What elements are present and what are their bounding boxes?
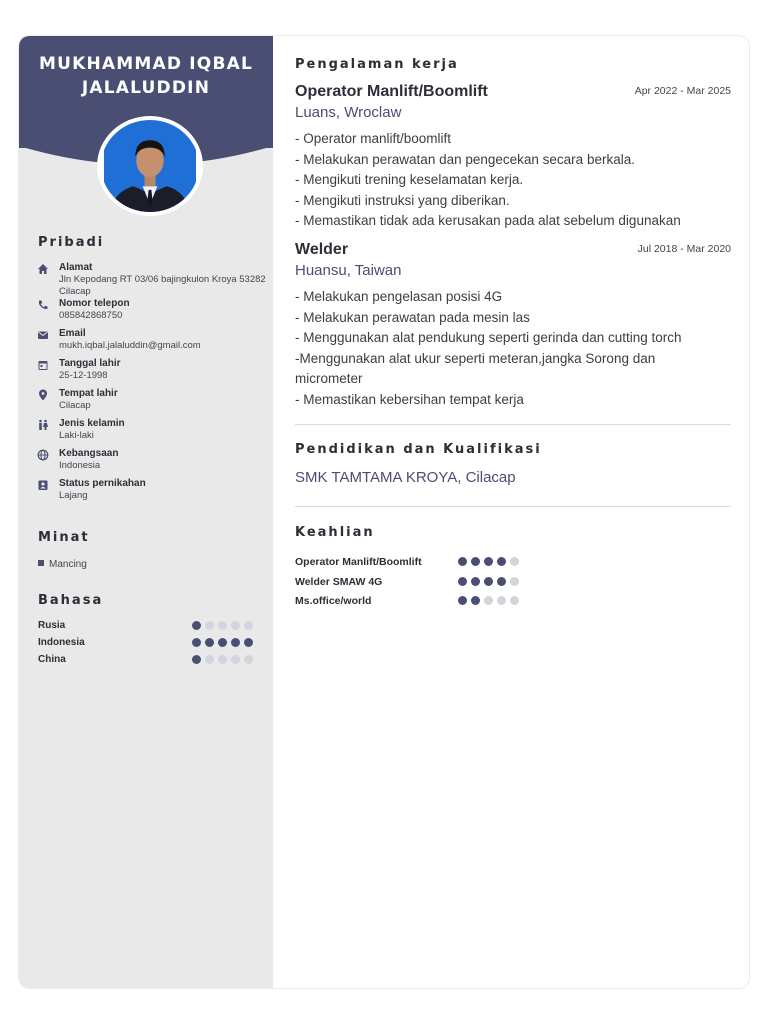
- interest-item: [38, 559, 87, 570]
- personal-info-value: Cilacap: [59, 400, 91, 411]
- language-name: Rusia: [38, 620, 66, 631]
- rating-dot-icon: [244, 655, 253, 664]
- rating-dot-icon: [484, 557, 493, 566]
- rating-dot-icon: [192, 638, 201, 647]
- candidate-name-line-2: JALALUDDIN: [81, 78, 211, 98]
- job-duty-line: - Operator manlift/boomlift: [295, 131, 452, 146]
- rating-dot-icon: [458, 557, 467, 566]
- rating-dot-icon: [218, 621, 227, 630]
- rating-dot-icon: [458, 577, 467, 586]
- education-section-title: Pendidikan dan Kualifikasi: [295, 442, 542, 457]
- rating-dot-icon: [218, 638, 227, 647]
- skill-row: [295, 575, 525, 595]
- rating-dot-icon: [205, 621, 214, 630]
- section-divider: [295, 424, 731, 425]
- rating-dot-icon: [231, 638, 240, 647]
- language-row: [38, 636, 253, 653]
- rating-dot-icon: [497, 596, 506, 605]
- languages-list: [38, 619, 253, 670]
- rating-dot-icon: [497, 577, 506, 586]
- candidate-name: [19, 52, 273, 100]
- rating-dot-icon: [484, 577, 493, 586]
- rating-dots: [458, 557, 519, 566]
- personal-info-label: Tanggal lahir: [59, 358, 121, 369]
- rating-dot-icon: [244, 621, 253, 630]
- rating-dots: [192, 621, 253, 630]
- skills-section-title: Keahlian: [295, 525, 375, 540]
- bullet-square-icon: [38, 560, 44, 566]
- rating-dot-icon: [497, 557, 506, 566]
- job-duty-line: - Melakukan pengelasan posisi 4G: [295, 289, 503, 304]
- job-duty-line: -Menggunakan alat ukur seperti meteran,jangka Sorong dan: [295, 350, 656, 366]
- rating-dot-icon: [458, 596, 467, 605]
- rating-dots: [192, 655, 253, 664]
- rating-dot-icon: [192, 621, 201, 630]
- location-pin-icon: [37, 389, 49, 401]
- job-title: Operator Manlift/Boomlift: [295, 83, 488, 100]
- skills-list: [295, 555, 525, 614]
- main-content: [295, 36, 731, 988]
- rating-dot-icon: [510, 596, 519, 605]
- rating-dot-icon: [484, 596, 493, 605]
- job-title: Welder: [295, 241, 349, 258]
- personal-info-value: 085842868750: [59, 310, 123, 321]
- profile-photo: [97, 116, 203, 216]
- gender-icon: [37, 419, 49, 431]
- rating-dots: [458, 577, 519, 586]
- language-name: China: [38, 654, 66, 665]
- job-entry: [295, 241, 731, 411]
- language-row: [38, 619, 253, 636]
- personal-info-value: Lajang: [59, 490, 88, 501]
- personal-section-title: Pribadi: [38, 235, 105, 250]
- personal-info-label: Alamat: [59, 262, 93, 273]
- job-company: Luans, Wroclaw: [295, 104, 402, 121]
- personal-info-label: Jenis kelamin: [59, 418, 125, 429]
- personal-info-list: [37, 262, 267, 508]
- personal-info-value: Jln Kepodang RT 03/06 bajingkulon Kroya 53282 Cilacap: [59, 274, 266, 297]
- personal-info-item: [37, 388, 267, 418]
- languages-section-title: Bahasa: [38, 593, 104, 608]
- personal-info-value: Laki-laki: [59, 430, 94, 441]
- personal-info-label: Email: [59, 328, 86, 339]
- job-duty-line: - Melakukan perawatan dan pengecekan secara berkala.: [295, 151, 635, 167]
- rating-dot-icon: [192, 655, 201, 664]
- rating-dot-icon: [510, 557, 519, 566]
- personal-info-label: Tempat lahir: [59, 388, 118, 399]
- job-entry: [295, 83, 731, 232]
- job-duty-line: micrometer: [295, 371, 363, 387]
- candidate-name-line-1: MUKHAMMAD IQBAL: [38, 54, 254, 74]
- rating-dot-icon: [218, 655, 227, 664]
- portrait-image: [101, 120, 199, 212]
- rating-dot-icon: [471, 577, 480, 586]
- personal-info-value: 25-12-1998: [59, 370, 108, 381]
- id-badge-icon: [37, 479, 49, 491]
- skill-name: Operator Manlift/Boomlift: [295, 556, 422, 568]
- job-company: Huansu, Taiwan: [295, 262, 402, 279]
- job-duty-line: - Memastikan kebersihan tempat kerja: [295, 391, 524, 407]
- rating-dots: [192, 638, 253, 647]
- calendar-icon: [37, 359, 49, 371]
- personal-info-label: Kebangsaan: [59, 448, 119, 459]
- section-divider: [295, 506, 731, 507]
- personal-info-value: mukh.iqbal.jalaluddin@gmail.com: [59, 340, 201, 351]
- education-item: SMK TAMTAMA KROYA, Cilacap: [295, 469, 516, 486]
- personal-info-item: [37, 418, 267, 448]
- personal-info-item: [37, 298, 267, 328]
- personal-info-item: [37, 328, 267, 358]
- personal-info-item: [37, 448, 267, 478]
- rating-dot-icon: [231, 621, 240, 630]
- personal-info-label: Nomor telepon: [59, 298, 130, 309]
- interests-section-title: Minat: [38, 530, 90, 545]
- email-icon: [37, 329, 49, 341]
- personal-info-value: Indonesia: [59, 460, 101, 471]
- sidebar: [19, 36, 273, 988]
- skill-row: [295, 594, 525, 614]
- rating-dot-icon: [471, 557, 480, 566]
- rating-dot-icon: [244, 638, 253, 647]
- rating-dot-icon: [205, 655, 214, 664]
- rating-dot-icon: [205, 638, 214, 647]
- job-duty-line: - Melakukan perawatan pada mesin las: [295, 309, 530, 325]
- job-date: Jul 2018 - Mar 2020: [637, 243, 731, 255]
- personal-info-item: [37, 478, 267, 508]
- skill-name: Ms.office/world: [295, 595, 372, 607]
- home-icon: [37, 263, 49, 275]
- job-duty-line: - Mengikuti trening keselamatan kerja.: [295, 172, 524, 188]
- resume-page: [19, 36, 749, 988]
- rating-dot-icon: [510, 577, 519, 586]
- rating-dot-icon: [231, 655, 240, 664]
- language-row: [38, 653, 253, 670]
- language-name: Indonesia: [38, 637, 85, 648]
- personal-info-label: Status pernikahan: [59, 478, 146, 489]
- work-section-title: Pengalaman kerja: [295, 57, 459, 72]
- job-duties: [295, 129, 731, 232]
- rating-dot-icon: [471, 596, 480, 605]
- interest-label: Mancing: [49, 559, 87, 570]
- job-duty-line: - Menggunakan alat pendukung seperti gerinda dan cutting torch: [295, 330, 682, 346]
- job-duties: [295, 287, 731, 411]
- skill-row: [295, 555, 525, 575]
- personal-info-item: [37, 262, 267, 298]
- skill-name: Welder SMAW 4G: [295, 575, 383, 588]
- job-date: Apr 2022 - Mar 2025: [634, 85, 731, 97]
- globe-icon: [37, 449, 49, 461]
- job-duty-line: - Memastikan tidak ada kerusakan pada alat sebelum digunakan: [295, 213, 681, 229]
- personal-info-item: [37, 358, 267, 388]
- phone-icon: [37, 299, 49, 311]
- job-duty-line: - Mengikuti instruksi yang diberikan.: [295, 192, 510, 208]
- rating-dots: [458, 596, 519, 605]
